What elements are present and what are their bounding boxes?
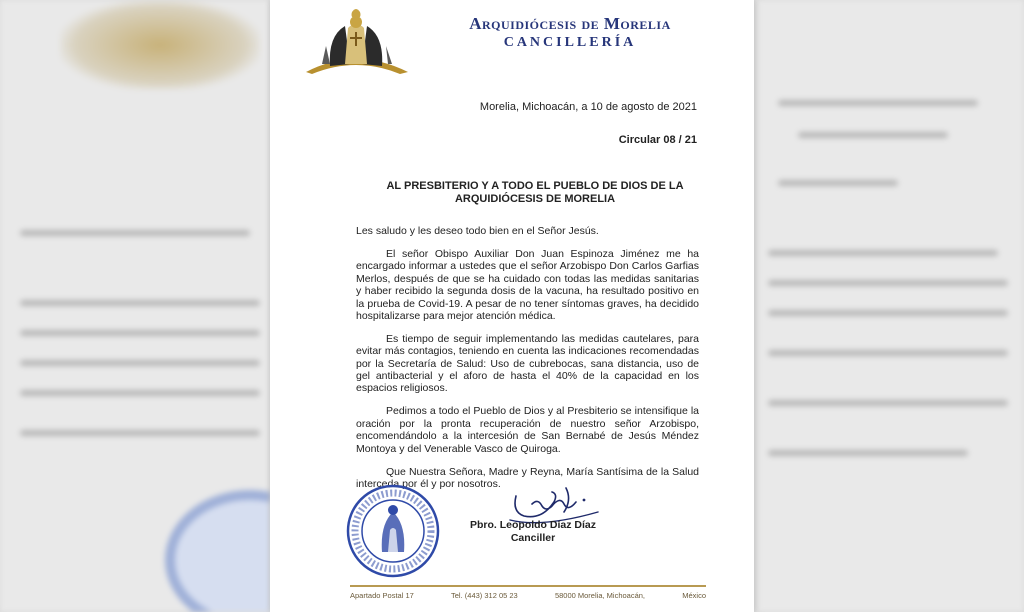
greeting-paragraph: Les saludo y les deseo todo bien en el Señor Jesús. bbox=[356, 225, 599, 237]
letter-body bbox=[356, 225, 699, 501]
paragraph-2: Es tiempo de seguir implementando las medidas cautelares, para evitar más contagios, teniendo en cuenta las indicaciones recomendadas por la Secretaría de Salud: Uso de cubrebocas, sana distancia, uso de gel antibacterial y el aforo de hasta el 40% de la capacidad en los espacios religiosos. bbox=[356, 332, 699, 395]
subject-heading bbox=[370, 180, 700, 206]
signatory-title: Canciller bbox=[510, 532, 556, 544]
archdiocese-logo-icon bbox=[300, 6, 412, 76]
footer-divider bbox=[350, 585, 706, 587]
background-blur-right bbox=[758, 0, 1024, 612]
signatory-block bbox=[468, 519, 598, 545]
footer-address bbox=[350, 591, 706, 600]
subject-line-2: ARQUIDIÓCESIS DE MORELIA bbox=[454, 193, 616, 205]
org-name: Arquidiócesis de Morelia bbox=[469, 14, 671, 33]
subject-line-1: AL PRESBITERIO Y A TODO EL PUEBLO DE DIOS DE LA bbox=[386, 180, 684, 192]
letterhead-title bbox=[420, 14, 720, 51]
footer-po-box: Apartado Postal 17 bbox=[350, 591, 414, 600]
official-seal-icon bbox=[346, 484, 440, 578]
paragraph-1: El señor Obispo Auxiliar Don Juan Espinoza Jiménez me ha encargado informar a ustedes que el señor Arzobispo Don Carlos Garfias Merlos, después de que se ha cuidado con todas las medidas sanitarias y haber recibido la segunda dosis de la vacuna, ha resultado positivo en la prueba de Covid-19. A pesar de no tener síntomas graves, ha decidido hospitalizarse para mejor atención médica. bbox=[356, 247, 699, 322]
footer-city: 58000 Morelia, Michoacán, bbox=[554, 591, 646, 600]
signatory-name: Pbro. Leopoldo Díaz Díaz bbox=[469, 519, 596, 531]
paragraph-4: Que Nuestra Señora, Madre y Reyna, María Santísima de la Salud interceda por él y por nosotros. bbox=[356, 465, 699, 490]
department-name: CANCILLERÍA bbox=[503, 35, 637, 50]
letter-page bbox=[270, 0, 754, 612]
footer-country: México bbox=[682, 591, 706, 600]
footer-phone: Tel. (443) 312 05 23 bbox=[451, 591, 518, 600]
paragraph-3: Pedimos a todo el Pueblo de Dios y al Presbiterio se intensifique la oración por la pronta recuperación de nuestro señor Arzobispo, encomendándolo a la intercesión de San Bernabé de Jesús Méndez Montoya y del Venerable Vasco de Quiroga. bbox=[356, 405, 699, 455]
date-line: Morelia, Michoacán, a 10 de agosto de 2021 bbox=[479, 101, 697, 113]
circular-number: Circular 08 / 21 bbox=[618, 134, 697, 146]
background-blur-left bbox=[0, 0, 270, 612]
